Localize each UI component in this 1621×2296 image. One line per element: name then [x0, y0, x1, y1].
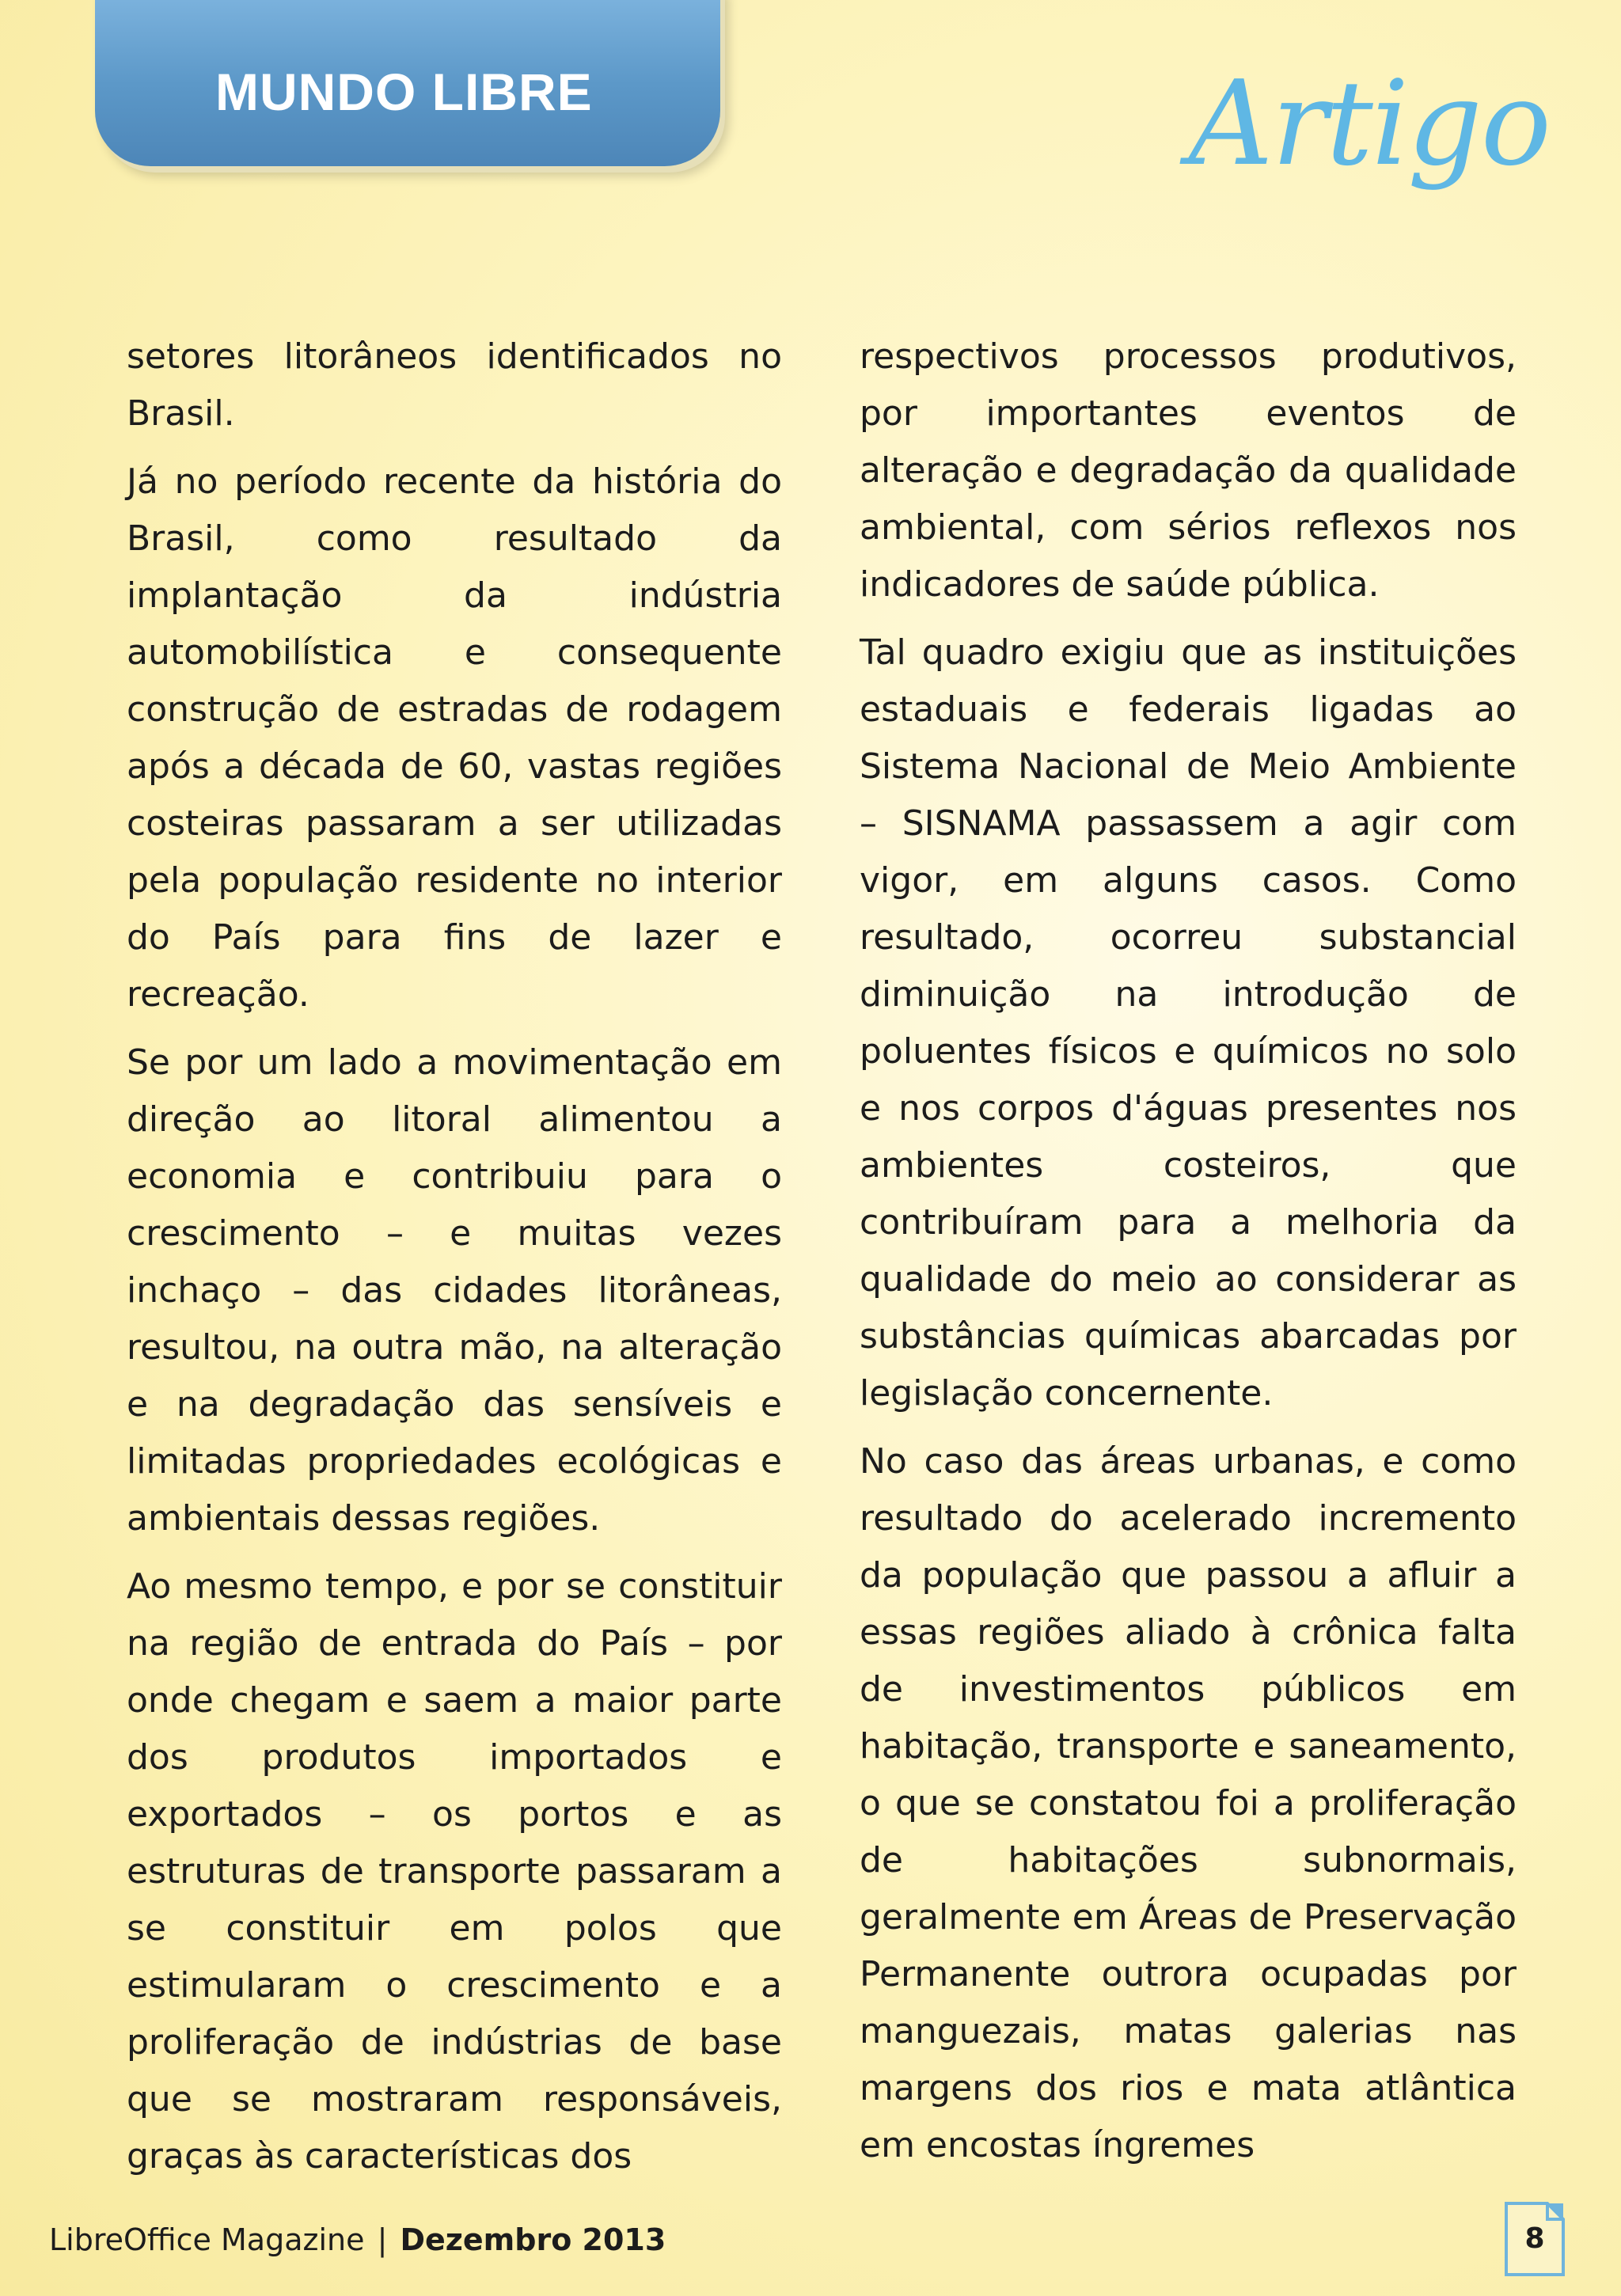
- issue-date: Dezembro 2013: [400, 2222, 666, 2257]
- section-label: Artigo: [1188, 55, 1550, 192]
- paragraph: Ao mesmo tempo, e por se constituir na região de entrada do País – por onde chegam e saem a maior parte dos produtos importados e exportados – os portos e as estruturas de transporte passaram a se constituir em polos que estimularam o crescimento e a proliferação de indústrias de base que se mostraram responsáveis, graças às características dos: [127, 1566, 782, 2176]
- footer-separator: |: [377, 2222, 388, 2257]
- paragraph: Já no período recente da história do Brasil, como resultado da implantação da indústria automobilística e consequente construção de estradas de rodagem após a década de 60, vastas regiões costeiras passaram a ser utilizadas pela população residente no interior do País para fins de lazer e recreação.: [127, 461, 782, 1015]
- paragraph: respectivos processos produtivos, por importantes eventos de alteração e degradação da qualidade ambiental, com sérios reflexos nos indicadores de saúde pública.: [860, 336, 1517, 605]
- page-number: 8: [1524, 2222, 1545, 2255]
- article-column-right: [860, 328, 1517, 2185]
- paragraph: Tal quadro exigiu que as instituições estaduais e federais ligadas ao Sistema Nacional de Meio Ambiente – SISNAMA passassem a agir com vigor, em alguns casos. Como resultado, ocorreu substancial diminuição na introdução de poluentes físicos e químicos no solo e nos corpos d'águas presentes nos ambientes costeiros, que contribuíram para a melhoria da qualidade do meio ao considerar as substâncias químicas abarcadas por legislação concernente.: [860, 632, 1517, 1414]
- magazine-name: LibreOffice Magazine: [49, 2222, 365, 2257]
- section-tab-title: MUNDO LIBRE: [215, 63, 593, 121]
- paragraph: setores litorâneos identificados no Brasil.: [127, 336, 782, 434]
- paragraph: Se por um lado a movimentação em direção ao litoral alimentou a economia e contribuiu para o crescimento – e muitas vezes inchaço – das cidades litorâneas, resultou, na outra mão, na alteração e na degradação das sensíveis e limitadas propriedades ecológicas e ambientais dessas regiões.: [127, 1042, 782, 1539]
- footer: [49, 2222, 666, 2257]
- article-column-left: [127, 328, 782, 2196]
- paragraph: No caso das áreas urbanas, e como resultado do acelerado incremento da população que passou a afluir a essas regiões aliado à crônica falta de investimentos públicos em habitação, transporte e saneamento, o que se constatou foi a proliferação de habitações subnormais, geralmente em Áreas de Preservação Permanente outrora ocupadas por manguezais, matas galerias nas margens dos rios e mata atlântica em encostas íngremes: [860, 1441, 1517, 2165]
